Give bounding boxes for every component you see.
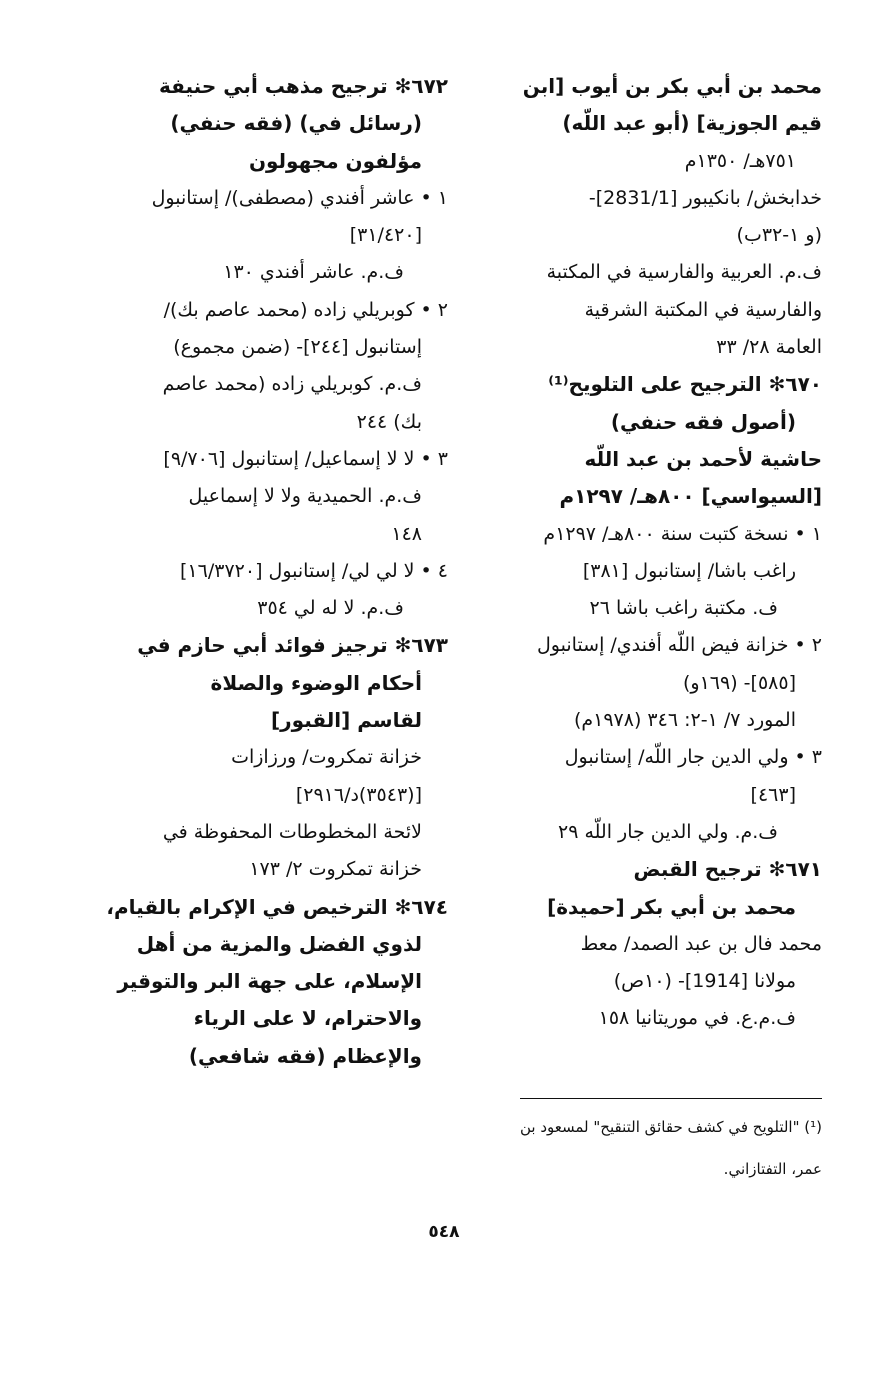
- right-column-line: [٤٦٣]: [750, 783, 796, 806]
- left-column: [108, 68, 448, 1075]
- right-column-line: خدابخش/ بانكيبور [2831/1]-: [588, 186, 822, 209]
- left-column-line: ٦٧٢✻ ترجيح مذهب أبي حنيفة: [158, 74, 448, 98]
- right-column-line: [٥٨٥]- (١٦٩و): [683, 671, 796, 694]
- right-column-line: ف.م. ولي الدين جار اللّه ٢٩: [557, 820, 778, 843]
- right-column-line: مولانا [1914]- (١٠ص): [613, 970, 796, 993]
- right-column-line: (أصول فقه حنفي): [610, 409, 796, 434]
- left-column-line: أحكام الوضوء والصلاة: [210, 670, 422, 695]
- right-column-line: ٧٥١هـ/ ١٣٥٠م: [684, 149, 796, 172]
- left-column-line: ٣ • لا لا إسماعيل/ إستانبول [٩/٧٠٦]: [163, 447, 448, 470]
- left-column-line: لائحة المخطوطات المحفوظة في: [162, 820, 422, 843]
- left-column-line: [(٣٥٤٣)د/٢٩١٦]: [295, 783, 422, 806]
- right-column-line: ٦٧٠✻ الترجيح على التلويح⁽¹⁾: [548, 372, 822, 397]
- left-column-line: الإسلام، على جهة البر والتوقير: [117, 969, 422, 994]
- right-column-line: محمد بن أبي بكر [حميدة]: [547, 894, 796, 919]
- page-number: ٥٤٨: [428, 1222, 460, 1242]
- right-column-line: والفارسية في المكتبة الشرقية: [584, 298, 822, 321]
- footnote-line-1: (¹) "التلويح في كشف حقائق التنقيح" لمسعود بن: [519, 1118, 822, 1136]
- right-column-line: ٢ • خزانة فيض اللّه أفندي/ إستانبول: [537, 634, 822, 657]
- right-column-line: ١ • نسخة كتبت سنة ٨٠٠هـ/ ١٢٩٧م: [543, 522, 822, 545]
- left-column-line: مؤلفون مجهولون: [248, 148, 422, 173]
- left-column-line: بك) ٢٤٤: [356, 410, 422, 433]
- left-column-line: ف.م. كوبريلي زاده (محمد عاصم: [162, 373, 422, 396]
- left-column-line: ف.م. عاشر أفندي ١٣٠: [223, 261, 404, 284]
- left-column-line: لقاسم [القبور]: [271, 708, 422, 733]
- left-column-line: ف.م. الحميدية ولا لا إسماعيل: [188, 485, 422, 508]
- left-column-line: إستانبول [٢٤٤]- (ضمن مجموع): [173, 336, 422, 359]
- right-column-line: ف. مكتبة راغب باشا ٢٦: [589, 597, 778, 620]
- right-column-line: ٣ • ولي الدين جار اللّه/ إستانبول: [564, 746, 822, 769]
- footnote-separator: [520, 1098, 822, 1099]
- left-column-line: ١ • عاشر أفندي (مصطفى)/ إستانبول: [151, 186, 448, 209]
- right-column-line: محمد فال بن عبد الصمد/ معط: [580, 932, 822, 955]
- left-column-line: والإعظام (فقه شافعي): [188, 1043, 422, 1068]
- right-column-line: محمد بن أبي بكر بن أيوب [ابن: [522, 74, 822, 98]
- right-column-line: ف.م. العربية والفارسية في المكتبة: [546, 261, 822, 284]
- right-column: [497, 68, 822, 1038]
- right-column-line: قيم الجوزية] (أبو عبد اللّه): [562, 111, 822, 136]
- left-column-line: خزانة تمكروت ٢/ ١٧٣: [249, 858, 422, 881]
- right-column-line: المورد ٧/ ١-٢: ٣٤٦ (١٩٧٨م): [573, 709, 796, 732]
- left-column-line: خزانة تمكروت/ ورزازات: [231, 746, 422, 769]
- left-column-line: ٢ • كوبريلي زاده (محمد عاصم بك)/: [163, 298, 448, 321]
- left-column-line: [٣١/٤٢٠]: [349, 224, 422, 247]
- left-column-line: ١٤٨: [391, 522, 422, 545]
- right-column-line: [السيواسي] ٨٠٠هـ/ ١٢٩٧م: [559, 484, 822, 509]
- footnote-line-2: عمر، التفتازاني.: [723, 1160, 822, 1178]
- right-column-line: راغب باشا/ إستانبول [٣٨١]: [582, 559, 796, 582]
- left-column-line: ف.م. لا له لي ٣٥٤: [257, 597, 404, 620]
- left-column-line: ٦٧٤✻ الترخيص في الإكرام بالقيام،: [106, 894, 448, 919]
- right-column-line: حاشية لأحمد بن عبد اللّه: [584, 446, 822, 471]
- left-column-line: ٦٧٣✻ ترجيز فوائد أبي حازم في: [137, 633, 448, 658]
- right-column-line: ف.م.ع. في موريتانيا ١٥٨: [598, 1007, 796, 1030]
- right-column-line: (و ١-٣٢ب): [736, 224, 822, 247]
- left-column-line: لذوي الفضل والمزية من أهل: [136, 931, 422, 956]
- left-column-line: والاحترام، لا على الرياء: [193, 1006, 422, 1031]
- left-column-line: ٤ • لا لي لي/ إستانبول [١٦/٣٧٢٠]: [180, 559, 448, 582]
- left-column-line: (رسائل في) (فقه حنفي): [170, 111, 422, 136]
- right-column-line: ٦٧١✻ ترجيح القبض: [633, 857, 822, 882]
- right-column-line: العامة ٢٨/ ٣٣: [716, 336, 822, 359]
